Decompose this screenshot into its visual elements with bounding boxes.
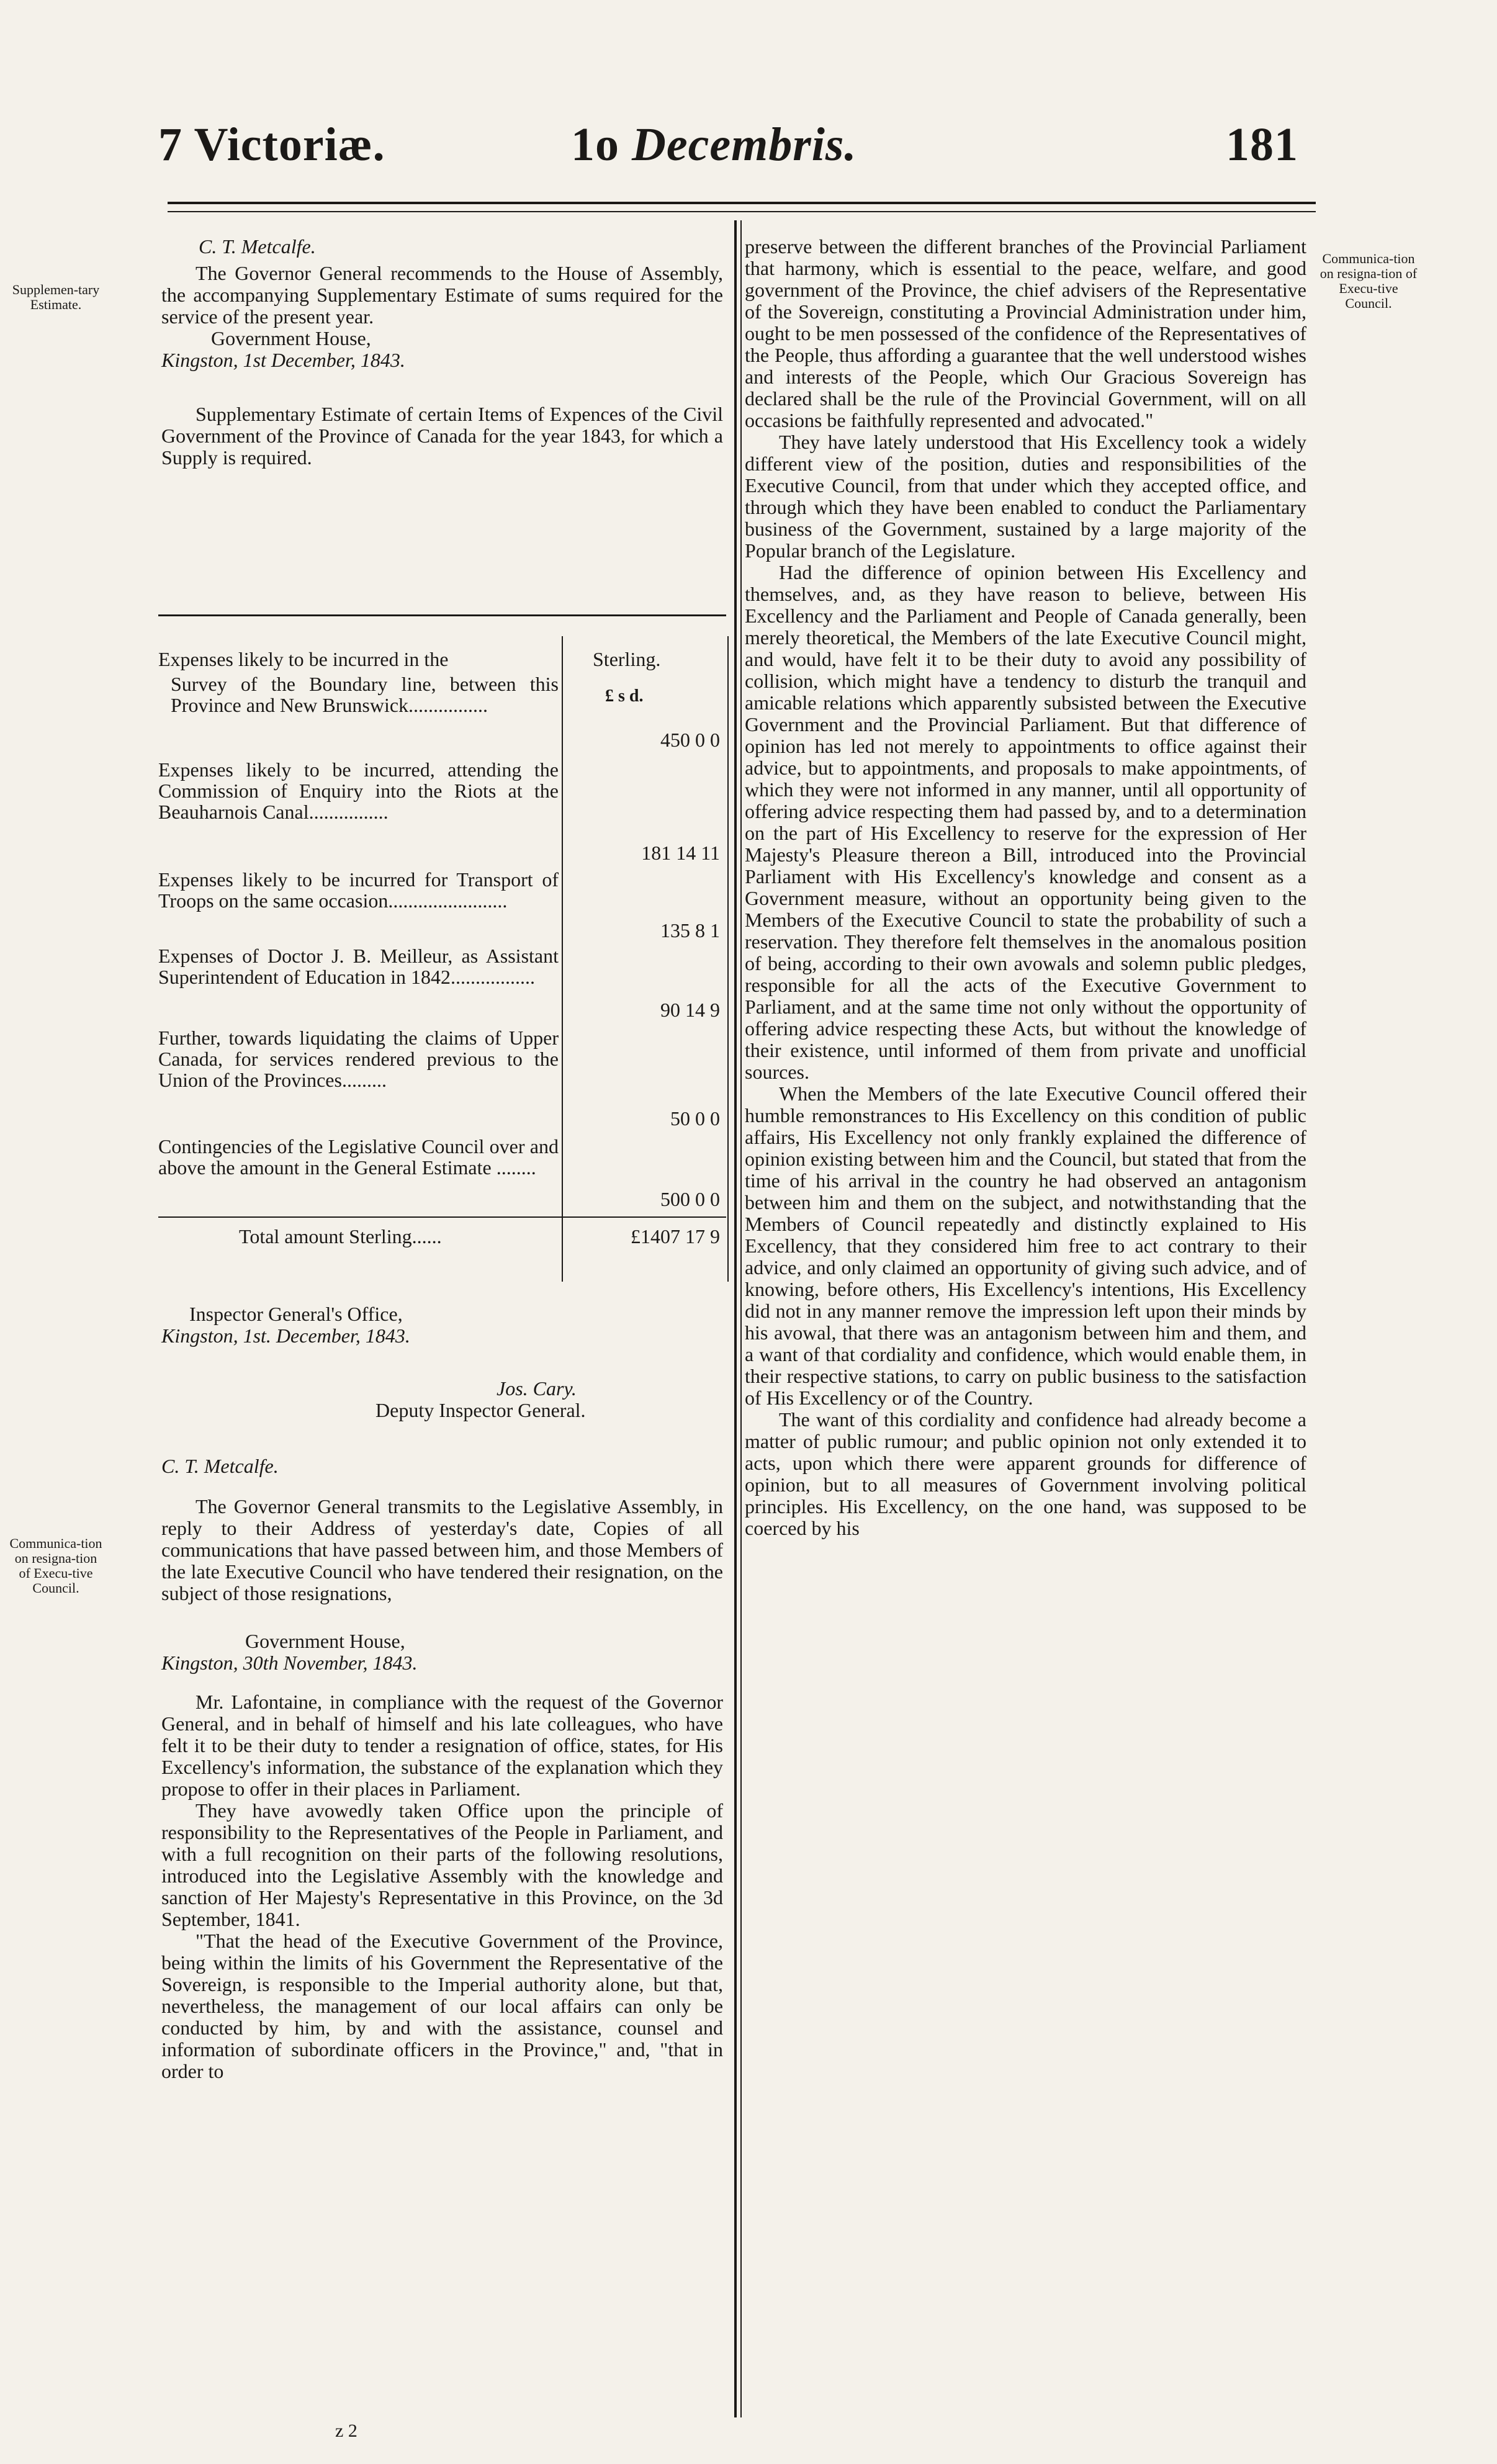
signature-mark: z 2 [335, 2421, 357, 2441]
running-head-date [571, 118, 856, 172]
signature-metcalfe-2: C. T. Metcalfe. [161, 1455, 279, 1477]
place-government-house-2: Government House, [245, 1630, 405, 1652]
estimate-row-5-amount: 50 0 0 [670, 1107, 720, 1130]
estimate-total-rule [158, 1216, 726, 1218]
estimate-row-2-desc: Expenses likely to be incurred, attending the Commission of Enquiry into the Riots at the Beauharnois Canal................ [158, 758, 559, 823]
left-column-lower [161, 1303, 723, 2082]
column-divider-thin [740, 220, 742, 2417]
margin-note-supplementary-estimate: Supplemen-tary Estimate. [12, 282, 100, 312]
page-number: 181 [1226, 119, 1298, 171]
estimate-table-divider [562, 636, 563, 1282]
supplementary-recommendation: The Governor General recommends to the House of Assembly, the accompanying Supplementary Estimate of sums required for the service of the present year. [161, 262, 723, 328]
estimate-row-4-amount: 90 14 9 [660, 999, 720, 1021]
running-head-regnal-year: 7 Victoriæ. [158, 119, 385, 171]
running-head-month: Decembris. [632, 119, 857, 171]
date-kingston-2: Kingston, 30th November, 1843. [161, 1652, 418, 1674]
estimate-total-label: Total amount Sterling...... [239, 1225, 442, 1248]
place-government-house-1: Government House, [211, 327, 371, 349]
left-column-upper [161, 236, 723, 469]
resolution-quote-continued: preserve between the different branches of the Provincial Parliament that harmony, which is essential to the peace, welfare, and good government of the Province, the chief advisers of the Representative of the Sovereign, constituting a Provincial Administration under him, ought to be men possessed of the confidence of the Representatives of the People, thus affording a guarantee that the well understood wishes and interests of the People, which Our Gracious Sovereign has declared shall be the rule of the Provincial Government, will on all occasions be faithfully represented and advocated." [745, 235, 1306, 431]
public-rumour-paragraph: The want of this cordiality and confidence had already become a matter of public rumour; and public opinion not only extended it to acts, upon which there were apparent grounds for difference of opinion, but to all measures of Government involving political principles. His Excellency, on the one hand, was supposed to be coerced by his [745, 1408, 1306, 1539]
signer-title: Deputy Inspector General. [375, 1399, 586, 1421]
estimate-row-3-amount: 135 8 1 [660, 919, 720, 942]
transmittal-paragraph: The Governor General transmits to the Legislative Assembly, in reply to their Address of yesterday's date, Copies of all communications that have passed between him, and those Members of the late Executive Council who have tendered their resignation, on the subject of those resignations, [161, 1495, 723, 1604]
estimate-header-currency: Sterling. [593, 648, 661, 670]
office-inspector-general: Inspector General's Office, [189, 1303, 403, 1325]
right-column [745, 236, 1306, 1539]
signature-metcalfe-1: C. T. Metcalfe. [199, 235, 316, 258]
header-rule [168, 202, 1316, 204]
column-divider [734, 220, 737, 2417]
estimate-total-amount: £1407 17 9 [631, 1225, 720, 1248]
office-date: Kingston, 1st. December, 1843. [161, 1324, 410, 1347]
estimate-title: Supplementary Estimate of certain Items of Expences of the Civil Government of the Province of Canada for the year 1843, for which a Supply is required. [161, 403, 723, 469]
lafontaine-statement: Mr. Lafontaine, in compliance with the request of the Governor General, and in behalf of himself and his late colleagues, who have felt it to be their duty to tender a resignation of office, states, for His Excellency's information, the substance of the explanation which they propose to offer in their places in Parliament. [161, 1691, 723, 1800]
estimate-row-6-desc: Contingencies of the Legislative Council over and above the amount in the General Estimate ........ [158, 1135, 559, 1179]
estimate-header-units: £ s d. [605, 686, 644, 706]
signer-name: Jos. Cary. [497, 1377, 577, 1400]
estimate-row-5-desc: Further, towards liquidating the claims of Upper Canada, for services rendered previous to the Union of the Provinces......... [158, 1027, 559, 1091]
margin-note-communication-right: Communica-tion on resigna-tion of Execu-tive Council. [1319, 251, 1418, 311]
header-rule-thin [168, 211, 1316, 212]
estimate-row-4-desc: Expenses of Doctor J. B. Meilleur, as Assistant Superintendent of Education in 1842................. [158, 945, 559, 988]
responsibility-paragraph: They have avowedly taken Office upon the principle of responsibility to the Representatives of the People in Parliament, and with a full recognition on their parts of the following resolutions, introduced into the Legislative Assembly with the knowledge and sanction of Her Majesty's Representative in this Province, on the 3d September, 1841. [161, 1799, 723, 1930]
estimate-row-1-desc: Survey of the Boundary line, between this Province and New Brunswick................ [171, 673, 559, 716]
margin-note-communication-left: Communica-tion on resigna-tion of Execu-tive Council. [9, 1536, 102, 1596]
estimate-table-right-border [727, 636, 729, 1282]
resolution-quote: "That the head of the Executive Government of the Province, being within the limits of his Government the Representative of the Sovereign, is responsible to the Imperial authority alone, but that, nevertheless, the management of our local affairs can only be conducted by him, by and with the assistance, counsel and information of subordinate officers in the Province," and, "that in order to [161, 1930, 723, 2082]
difference-of-opinion-paragraph: Had the difference of opinion between His Excellency and themselves, and, as they have reason to believe, between His Excellency and the Parliament and People of Canada generally, been merely theoretical, the Members of the late Executive Council might, and would, have felt it to be their duty to avoid any possibility of collision, which might have a tendency to disturb the tranquil and amicable relations which apparently subsisted between the Executive Government and the Provincial Parliament. But that difference of opinion has led not merely to appointments to office against their advice, but to appointments, and proposals to make appointments, of which they were not informed in any manner, until all opportunity of offering advice respecting them had passed by, and to a determination on the part of His Excellency to reserve for the expression of Her Majesty's Pleasure thereon a Bill, introduced into the Provincial Parliament with His Excellency's knowledge and consent as a Government measure, without an opportunity being given to the Members of the Executive Council to state the probability of such a reservation. They therefore felt themselves in the anomalous position of being, according to their own avowals and solemn public pledges, responsible for all the acts of the Executive Government to Parliament, and at the same time not only without the opportunity of offering advice respecting these Acts, but without the knowledge of their existence, until informed of them from private and unofficial sources. [745, 561, 1306, 1083]
estimate-row-1-amount: 450 0 0 [660, 729, 720, 751]
differing-view-paragraph: They have lately understood that His Excellency took a widely different view of the position, duties and responsibilities of the Executive Council, from that under which they accepted office, and through which they have been enabled to conduct the Parliamentary business of the Government, sustained by a large majority of the Popular branch of the Legislature. [745, 431, 1306, 562]
date-kingston-1: Kingston, 1st December, 1843. [161, 349, 405, 371]
running-head-day: 1o [571, 119, 619, 171]
estimate-header-desc: Expenses likely to be incurred in the [158, 648, 449, 670]
estimate-row-6-amount: 500 0 0 [660, 1188, 720, 1210]
remonstrances-paragraph: When the Members of the late Executive Council offered their humble remonstrances to His Excellency on this condition of public affairs, His Excellency not only frankly explained the difference of opinion existing between him and the Council, but stated that from the time of his arrival in the country he had observed an antagonism between him and them on the subject, and notwithstanding that the Members of Council repeatedly and distinctly explained to His Excellency, that they considered him free to act contrary to their advice, and only claimed an opportunity of giving such advice, and of knowing, before others, His Excellency's intentions, His Excellency did not in any manner remove the impression left upon their minds by his avowal, that there was an antagonism between him and them, and a want of that cordiality and confidence, which would enable them, in their respective stations, to carry on public business to the satisfaction of His Excellency or of the Country. [745, 1082, 1306, 1409]
estimate-row-3-desc: Expenses likely to be incurred for Transport of Troops on the same occasion........................ [158, 868, 559, 912]
estimate-table-top-rule [158, 614, 726, 616]
estimate-row-2-amount: 181 14 11 [641, 842, 720, 864]
estimate-table [158, 648, 726, 1248]
